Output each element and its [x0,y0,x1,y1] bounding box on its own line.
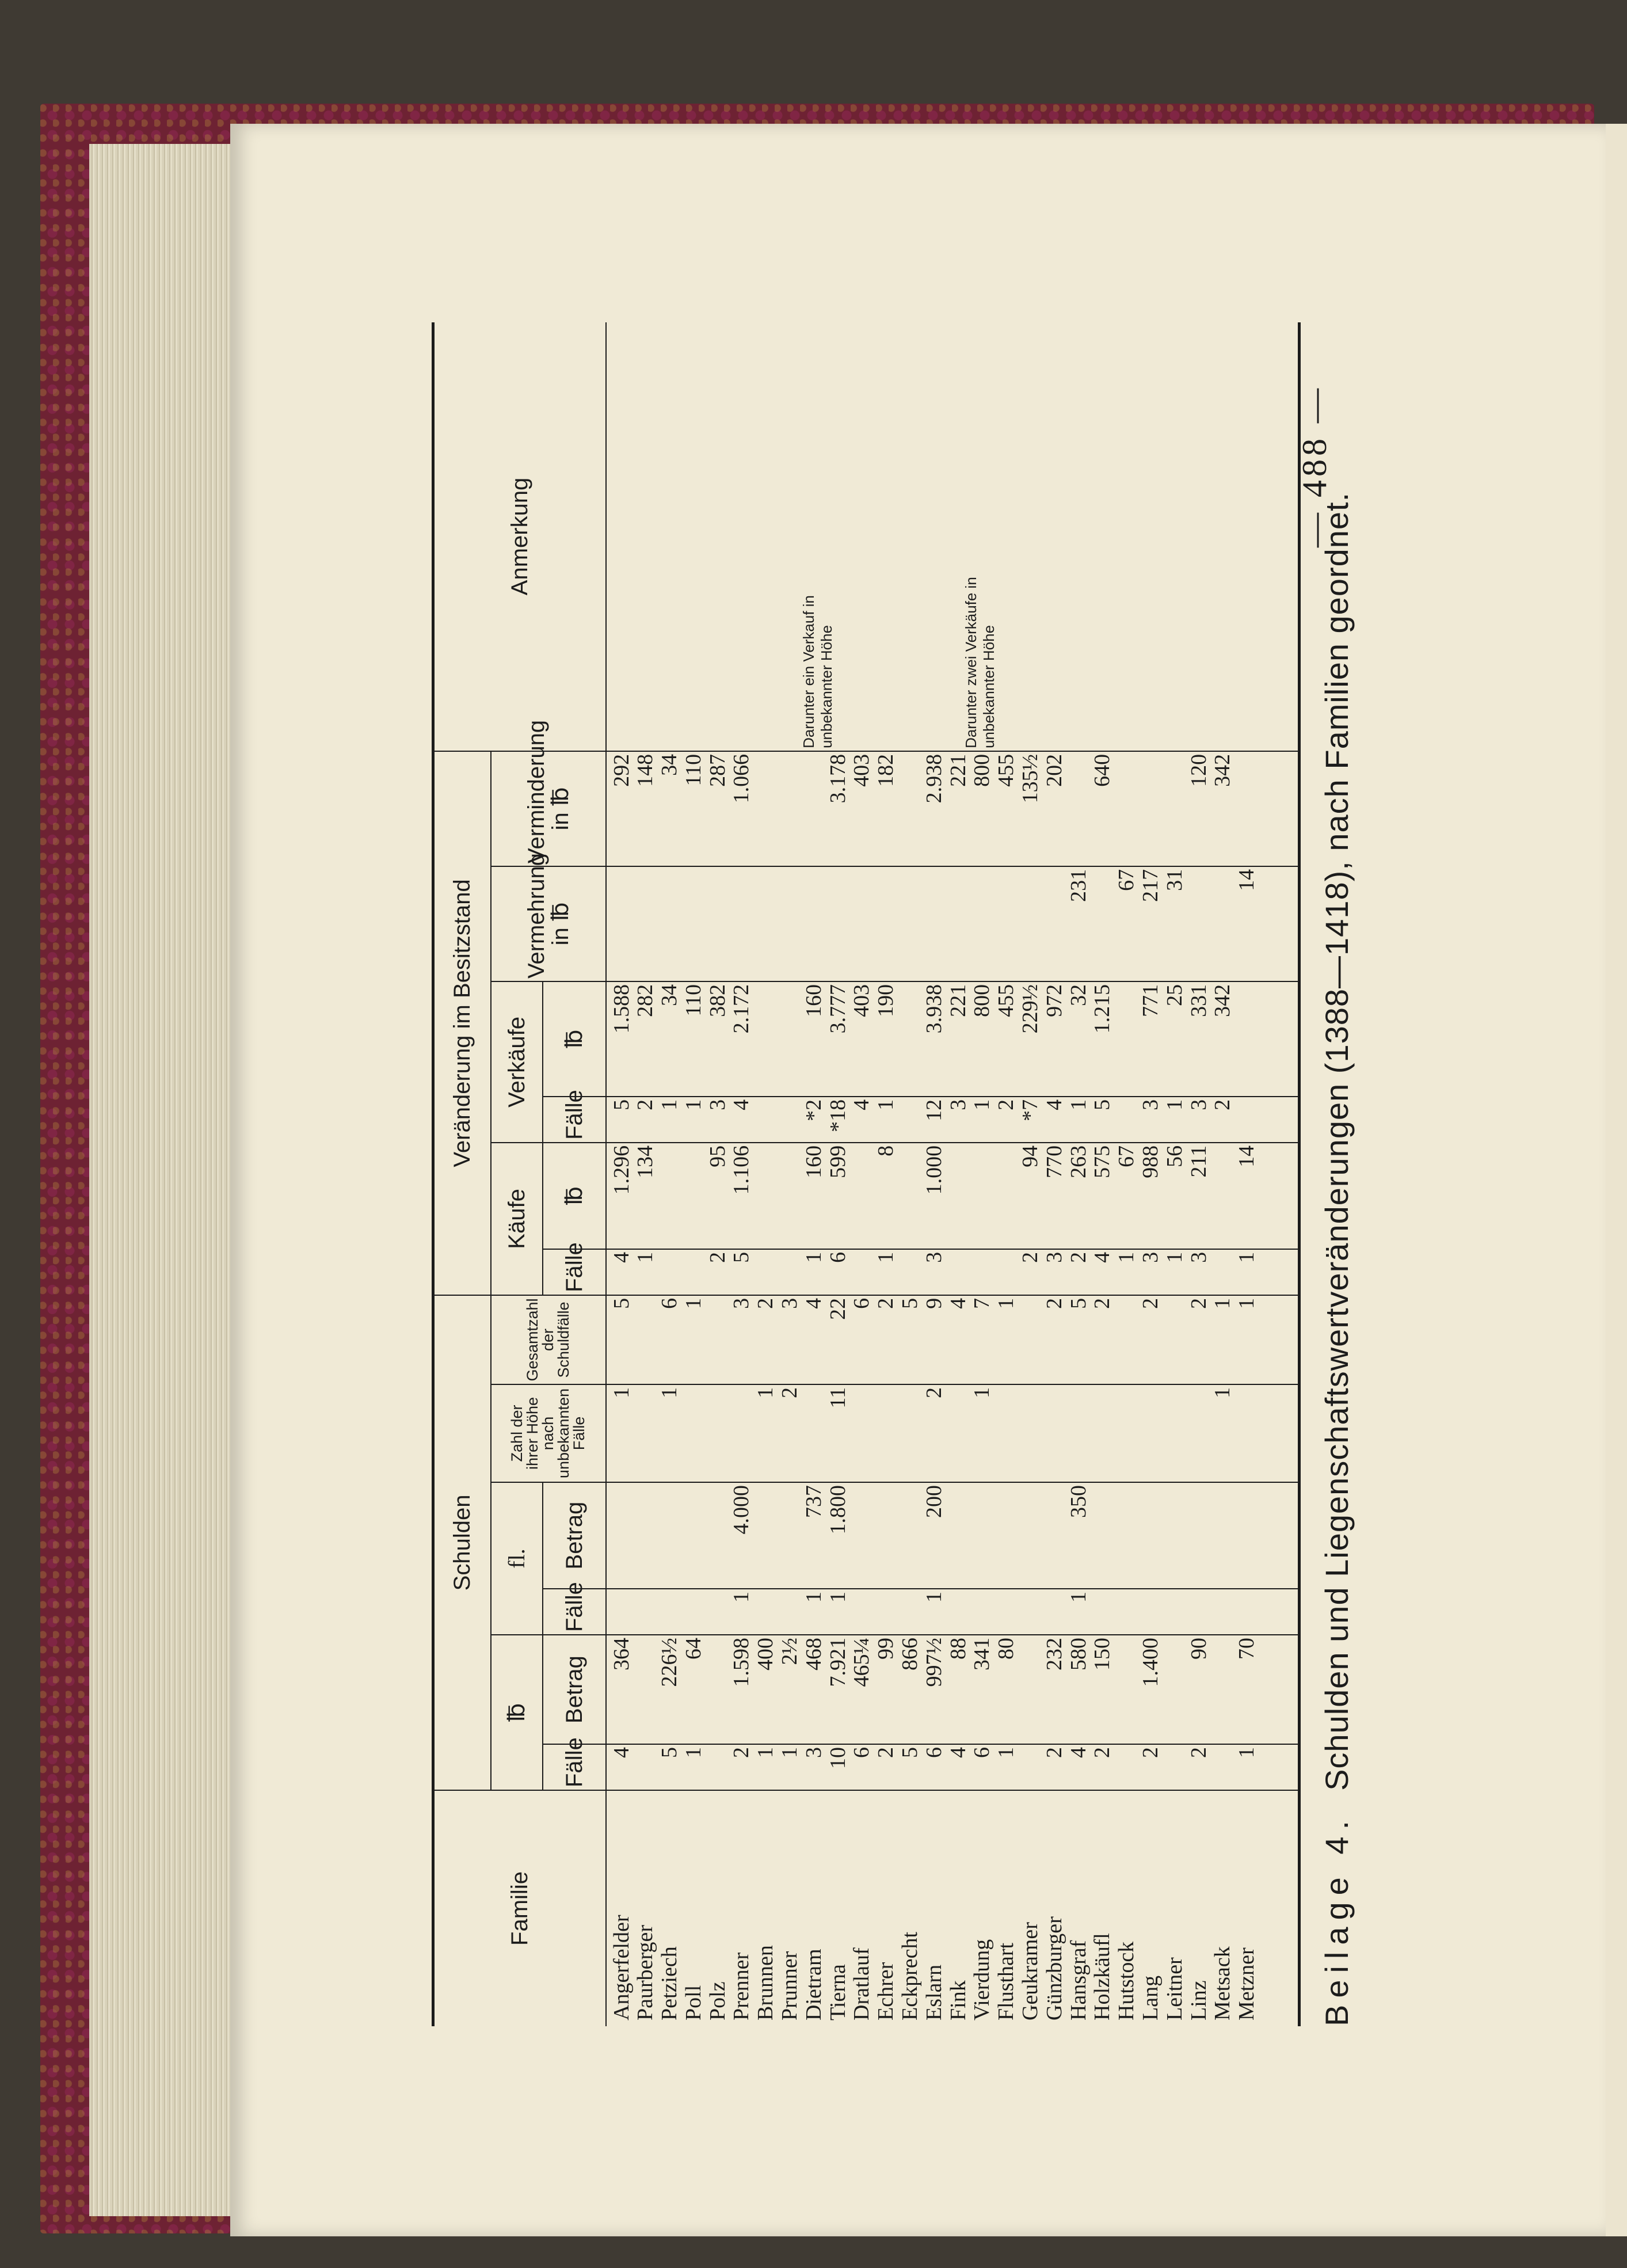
header-familie: Familie [433,1790,606,2026]
header-anmerkung: Anmerkung [433,322,606,751]
header-vermehrung: Vermehrung in ℔ [491,866,606,981]
header-veraenderung: Veränderung im Besitzstand [433,751,491,1295]
column-verkaeufe-betrag: 1.588 282 34 110 382 2.172 160 3.777 403 190 3.938 221 800 455 229½ 972 32 1.215 771 25 331 342 [606,981,1300,1097]
column-kaeufe-betrag: 1.296 134 95 1.106 160 599 8 1.000 94 770 263 575 67 988 56 211 14 [606,1143,1300,1249]
column-gesamtzahl: 5 6 1 3 2 3 4 22 6 2 5 9 4 7 1 2 5 2 2 2 1 1 [606,1295,1300,1384]
page-edges [89,144,245,2216]
column-schulden-fl-faelle: 1 1 1 1 1 [606,1589,1300,1635]
column-schulden-pfund-faelle: 4 5 1 2 1 1 3 10 6 2 5 6 4 6 1 2 4 2 2 2 1 [606,1744,1300,1790]
header-verminderung: Verminderung in ℔ [491,751,606,866]
header-zahl-unbekannt: Zahl der ihrer Höhe nach unbekannten Fälle [491,1384,606,1482]
header-fl: fl. [491,1482,543,1635]
column-verminderung: 292 148 34 110 287 1.066 3.178 403 182 2.938 221 800 455 135½ 202 640 120 342 [606,751,1300,866]
column-vermehrung: 231 67 217 31 14 [606,866,1300,981]
column-zahl-unbekannt: 1 1 1 2 11 2 1 1 [606,1384,1300,1482]
page-number: — 488 — [1295,385,1333,547]
header-pfund-faelle: Fälle [543,1744,606,1790]
header-verkaeufe-pfund: ℔ [543,981,606,1097]
header-kaeufe: Käufe [491,1143,543,1295]
column-familie: Angerfelder Paurberger Petziech Poll Polz Prenner Brunnen Prunner Dietram Tierna Dratlauf Echrer Eckprecht Eslarn Fink Vierdung Flusthart Geukramer Günzburger Hansgraf Holzkäufl Hutstock Lang Leitner Linz Metsack Metzner [609,1915,1259,2020]
column-verkaeufe-faelle: 5 2 1 1 3 4 *2 *18 4 1 12 3 1 2 *7 4 1 5 3 1 3 2 [606,1097,1300,1143]
header-verkaeufe: Verkäufe [491,981,543,1143]
schulden-table [432,322,1301,2026]
header-fl-faelle: Fälle [543,1589,606,1635]
column-kaeufe-faelle: 4 1 2 5 1 6 1 3 2 3 2 4 1 3 1 3 1 [606,1249,1300,1295]
rotated-page-content [432,322,1502,2026]
header-schulden: Schulden [433,1295,491,1790]
column-schulden-fl-betrag: 4.000 737 1.800 200 350 [606,1482,1300,1589]
column-anmerkung [606,322,1300,751]
header-pfund-betrag: Betrag [543,1635,606,1744]
column-schulden-pfund-betrag: 364 226½ 64 1.598 400 2½ 468 7.921 465¼ 99 866 997½ 88 341 80 232 580 150 1.400 90 70 [606,1635,1300,1744]
note-dietram-tierna: Darunter ein Verkauf in unbekannter Höhe [799,595,835,748]
header-kaeufe-faelle: Fälle [543,1249,606,1295]
header-pfund: ℔ [491,1635,543,1790]
title-text: Schulden und Liegenschaftswertveränderungen (1388—1418), nach Familien geordnet. [1319,492,1355,1791]
header-gesamtzahl: Gesamtzahl der Schuldfälle [491,1295,606,1384]
note-geukramer: Darunter zwei Verkäufe in unbekannter Höhe [962,577,998,748]
header-verkaeufe-faelle: Fälle [543,1097,606,1143]
title-prefix: Beilage 4. [1319,1813,1355,2026]
header-fl-betrag: Betrag [543,1482,606,1589]
page-title [1318,322,1355,2026]
header-kaeufe-pfund: ℔ [543,1143,606,1249]
